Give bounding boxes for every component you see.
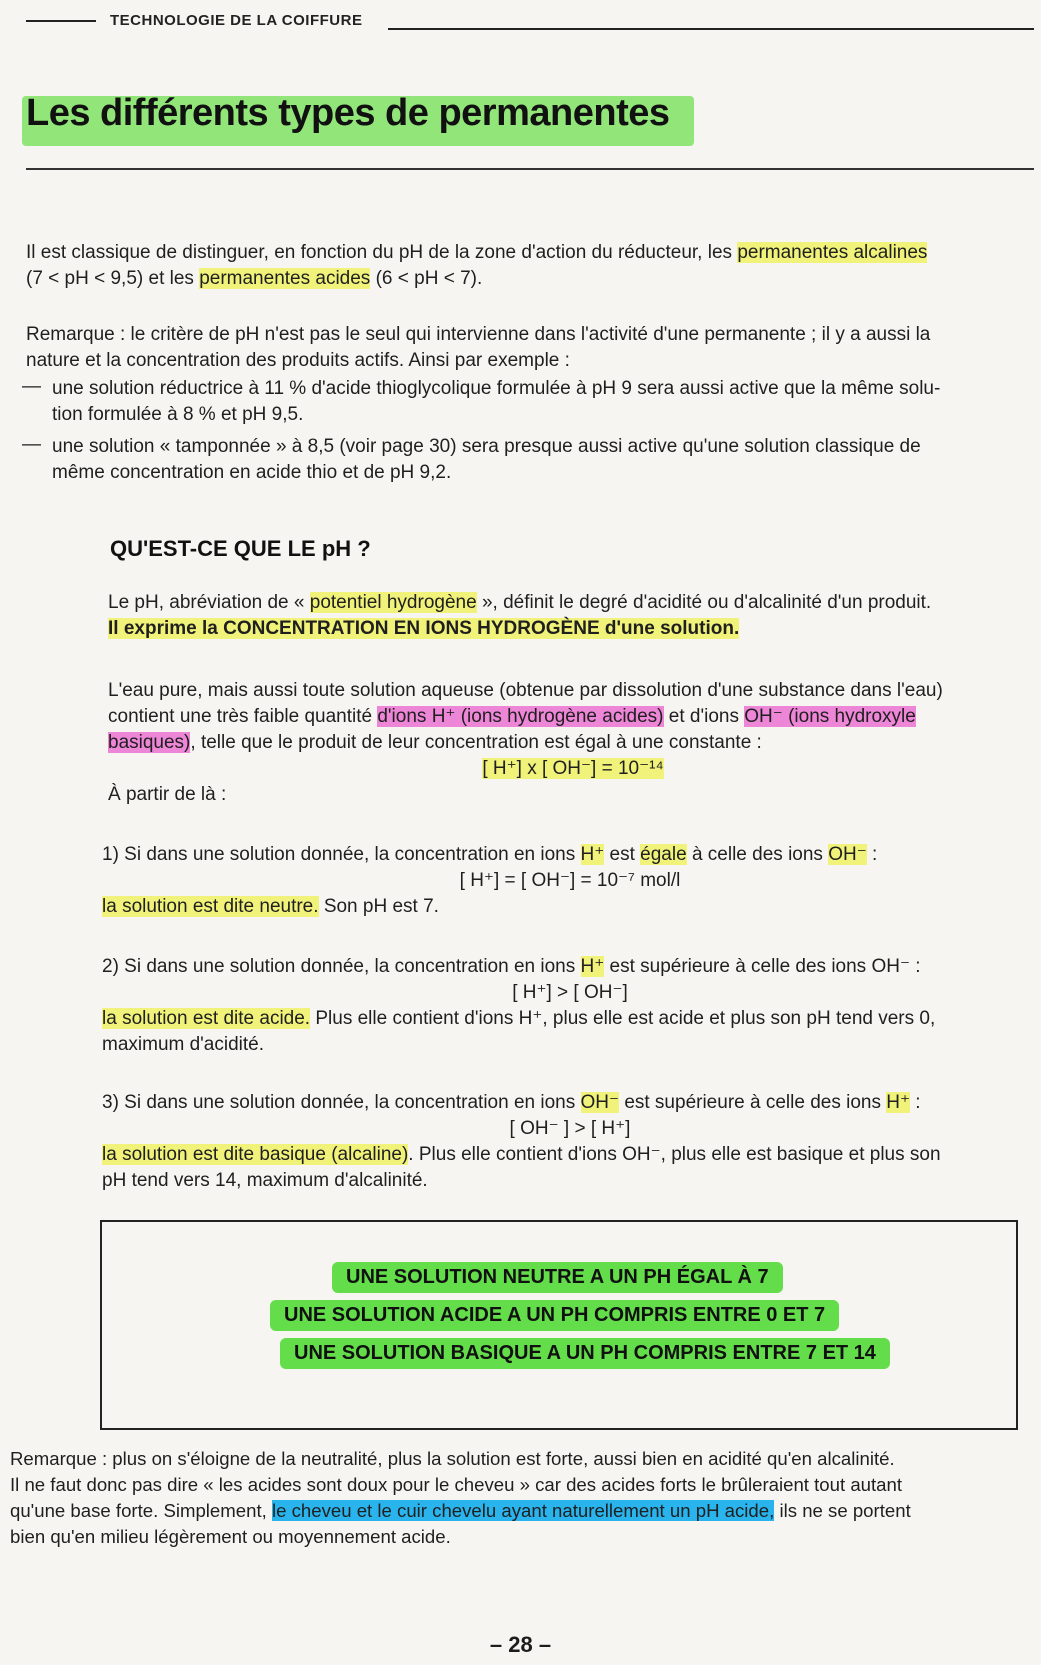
case-2 [102,954,1038,1058]
intro-line1: Il est classique de distinguer, en fonction du pH de la zone d'action du réducteur, les [26,242,733,263]
bullet1-line1: une solution réductrice à 11 % d'acide thioglycolique formulée à pH 9 sera aussi active que la même solu- [52,378,941,399]
definition-paragraph [108,590,1038,642]
permanentes-alcalines-highlight: permanentes alcalines [737,242,928,263]
final-remark-line2: Il ne faut donc pas dire « les acides sont doux pour le cheveu » car des acides forts le brûleraient tout autant [10,1474,903,1495]
basiques-highlight: basiques) [108,732,191,753]
case1-line1a: 1) Si dans une solution donnée, la concentration en ions [102,844,576,865]
page-number: – 28 – [489,1632,552,1657]
potentiel-hydrogene-highlight: potentiel hydrogène [309,592,477,613]
case1-conclusion: Son pH est 7. [323,896,439,917]
case1-egale: égale [640,844,687,865]
case2-conclusion-line2: maximum d'acidité. [102,1034,265,1055]
case1-line1b: est [609,844,635,865]
final-remark-line3a: qu'une base forte. Simplement, [10,1500,267,1521]
title-rule [26,168,1034,170]
page-title: Les différents types de permanentes [26,92,670,134]
intro-line2a: (7 < pH < 9,5) et les [26,268,194,289]
final-remark-line4: bien qu'en milieu légèrement ou moyennement acide. [10,1526,451,1547]
case1-conclusion-highlight: la solution est dite neutre. [102,896,319,917]
case3-oh-ion: OH⁻ [580,1092,620,1113]
case1-h-ion: H⁺ [580,844,605,865]
case2-line1a: 2) Si dans une solution donnée, la concentration en ions [102,956,576,977]
water-line1: L'eau pure, mais aussi toute solution aqueuse (obtenue par dissolution d'une substance dans l'eau) [108,680,943,701]
def-line1a: Le pH, abréviation de « [108,592,305,613]
water-line2a: contient une très faible quantité [108,706,373,727]
case3-conclusion: . Plus elle contient d'ions OH⁻, plus elle est basique et plus son [408,1144,941,1165]
case3-h-ion: H⁺ [886,1092,910,1113]
bullet2-line1: une solution « tamponnée » à 8,5 (voir page 30) sera presque aussi active qu'une solution classique de [52,436,921,457]
permanentes-acides-highlight: permanentes acides [199,268,371,289]
remark-line2: nature et la concentration des produits actifs. Ainsi par exemple : [26,350,570,371]
water-paragraph [108,678,1038,808]
case2-conclusion-highlight: la solution est dite acide. [102,1008,311,1029]
remark-paragraph [26,322,1036,374]
section-heading: QU'EST-CE QUE LE pH ? [110,536,371,561]
case-3 [102,1090,1038,1194]
definition-key-sentence: Il exprime la CONCENTRATION EN IONS HYDROGÈNE d'une solution. [108,618,740,639]
from-there-label: À partir de là : [108,784,227,805]
summary-box [100,1220,1018,1430]
bullet-dash-1: — [22,376,41,397]
running-title: TECHNOLOGIE DE LA COIFFURE [110,12,363,29]
ph-acide-highlight: le cheveu et le cuir chevelu ayant naturellement un pH acide, [271,1500,775,1521]
case2-h-ion: H⁺ [580,956,605,977]
case-1 [102,842,1038,920]
remark-line1: Remarque : le critère de pH n'est pas le seul qui intervienne dans l'activité d'une permanente ; il y a aussi la [26,324,931,345]
case3-conclusion-highlight: la solution est dite basique (alcaline) [102,1144,409,1165]
water-line2b: et d'ions [668,706,739,727]
final-remark-line1: Remarque : plus on s'éloigne de la neutralité, plus la solution est forte, aussi bien en acidité qu'en alcalinité. [10,1448,895,1469]
case2-conclusion: Plus elle contient d'ions H⁺, plus elle est acide et plus son pH tend vers 0, [315,1008,936,1029]
summary-basic: UNE SOLUTION BASIQUE A UN PH COMPRIS ENTRE 7 ET 14 [280,1338,890,1369]
final-remark [10,1446,1030,1550]
case1-oh-ion: OH⁻ [828,844,867,865]
bullet1-line2: tion formulée à 8 % et pH 9,5. [52,404,304,425]
bullet2-line2: même concentration en acide thio et de pH 9,2. [52,462,452,483]
summary-acid: UNE SOLUTION ACIDE A UN PH COMPRIS ENTRE 0 ET 7 [270,1300,839,1331]
header-rule-right [388,28,1034,30]
constant-equation: [ H⁺] x [ OH⁻] = 10⁻¹⁴ [482,758,664,779]
bullet-2 [52,434,1036,486]
summary-neutral: UNE SOLUTION NEUTRE A UN PH ÉGAL À 7 [332,1262,783,1293]
case2-line1b: est supérieure à celle des ions OH⁻ : [609,956,921,977]
water-line3b: , telle que le produit de leur concentration est égal à une constante : [190,732,762,753]
case3-line1a: 3) Si dans une solution donnée, la concentration en ions [102,1092,576,1113]
bullet-1 [52,376,1036,428]
final-remark-line3b: ils ne se portent [779,1500,911,1521]
case3-line1c: : [915,1092,921,1113]
case3-conclusion-line2: pH tend vers 14, maximum d'alcalinité. [102,1170,428,1191]
case3-equation: [ OH⁻ ] > [ H⁺] [509,1118,631,1139]
intro-paragraph [26,240,1036,292]
def-line1b: », définit le degré d'acidité ou d'alcalinité d'un produit. [481,592,932,613]
case2-equation: [ H⁺] > [ OH⁻] [512,982,628,1003]
case1-equation: [ H⁺] = [ OH⁻] = 10⁻⁷ mol/l [459,870,681,891]
case1-line1d: : [872,844,878,865]
constant-equation-row [108,756,1038,782]
case1-line1c: à celle des ions [691,844,823,865]
h-ions-highlight: d'ions H⁺ (ions hydrogène acides) [377,706,664,727]
oh-ions-highlight: OH⁻ (ions hydroxyle [744,706,916,727]
bullet-dash-2: — [22,434,41,455]
header-rule-left [26,20,96,22]
intro-line2b: (6 < pH < 7). [375,268,483,289]
case3-line1b: est supérieure à celle des ions [624,1092,881,1113]
